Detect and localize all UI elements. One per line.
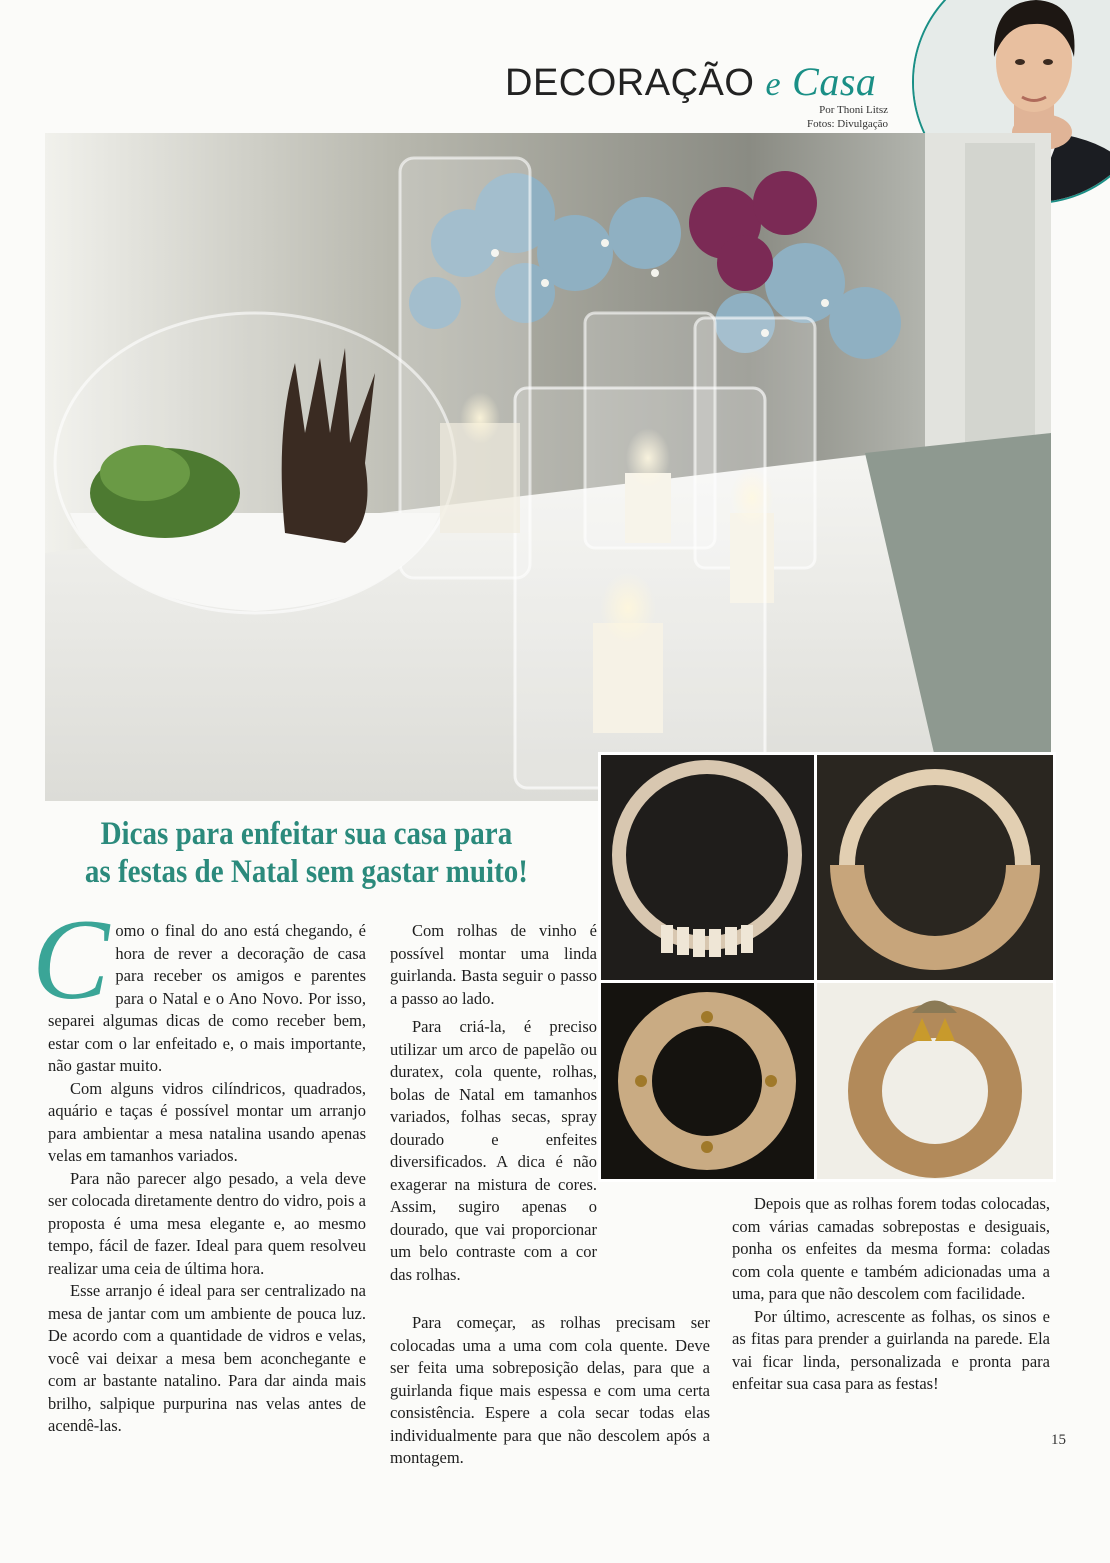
- paragraph: Para não parecer algo pesado, a vela deve ser colocada diretamente dentro do vidro, pois a proposta é uma mesa elegante e, ao mesmo tempo, fácil de fazer. Ideal para quem resolveu realizar uma ceia de última hora.: [48, 1168, 366, 1278]
- section-name: DECORAÇÃO: [505, 62, 755, 104]
- paragraph: Para começar, as rolhas precisam ser colocadas uma a uma com cola quente. Deve ser feita uma sobreposição delas, para que a guirlanda fique mais espessa e com uma certa consistência. Espere a cola secar todas elas individualmente para que não descolem após a montagem.: [390, 1313, 710, 1467]
- paragraph: Com alguns vidros cilíndricos, quadrados, aquário e taças é possível montar um arranjo para ambientar a mesa natalina usando apenas velas em tamanhos variados.: [48, 1078, 366, 1165]
- wreath-step-4-photo: [814, 980, 1056, 1182]
- article-column-1: [32, 896, 366, 1438]
- wreath-step-3-photo: [598, 980, 817, 1182]
- drop-cap: C: [32, 896, 110, 1024]
- article-column-2-top: [390, 920, 597, 1286]
- headline-line-1: Dicas para enfeitar sua casa para: [100, 816, 513, 852]
- photo-credit: Fotos: Divulgação: [807, 118, 888, 130]
- article-column-3: [732, 1193, 1050, 1396]
- paragraph: Para criá-la, é preciso utilizar um arco de papelão ou duratex, cola quente, rolhas, bolas de Natal em tamanhos variados, folhas secas, spray dourado e enfeites diversificados. A dica é não exagerar na mistura de cores. Assim, sugiro apenas o dourado, que vai proporcionar um belo contraste com a cor das rolhas.: [390, 1017, 597, 1284]
- paragraph: omo o final do ano está chegando, é hora de rever a decoração de casa para receber os amigos e parentes para o Natal e o Ano Novo. Por isso, separei algumas dicas de como receber bem, estar com o lar enfeitado e, o mais importante, não gastar muito.: [48, 921, 366, 1075]
- section-name-2: Casa: [792, 59, 877, 104]
- paragraph: Depois que as rolhas forem todas colocadas, com várias camadas sobrepostas e desiguais, ponha os enfeites da mesma forma: coladas com cola quente e também adicionadas uma a uma, para que não descolem com facilidade.: [732, 1194, 1050, 1303]
- paragraph: Por último, acrescente as folhas, os sinos e as fitas para prender a guirlanda na parede. Ela vai ficar linda, personalizada e pronta para enfeitar sua casa para as festas!: [732, 1306, 1050, 1393]
- section-title: [505, 58, 876, 105]
- page-number: 15: [1051, 1432, 1066, 1448]
- table-candles-photo: [45, 133, 1051, 801]
- section-connector: e: [765, 66, 782, 103]
- paragraph: Esse arranjo é ideal para ser centralizado na mesa de jantar com um ambiente de pouca luz. De acordo com a quantidade de vidros e velas, você vai deixar a mesa bem aconchegante e com ar bastante natalino. Para dar ainda mais brilho, salpique purpurina nas velas antes de acendê-las.: [48, 1281, 366, 1435]
- headline-line-2: as festas de Natal sem gastar muito!: [84, 854, 528, 890]
- wreath-step-2-photo: [814, 752, 1056, 983]
- wreath-step-1-photo: [598, 752, 817, 983]
- author-credit: Por Thoni Litsz: [819, 104, 888, 116]
- article-column-2-bottom: [390, 1312, 710, 1470]
- article-headline: [60, 815, 553, 891]
- paragraph: Com rolhas de vinho é possível montar uma linda guirlanda. Basta seguir o passo a passo ao lado.: [390, 921, 597, 1008]
